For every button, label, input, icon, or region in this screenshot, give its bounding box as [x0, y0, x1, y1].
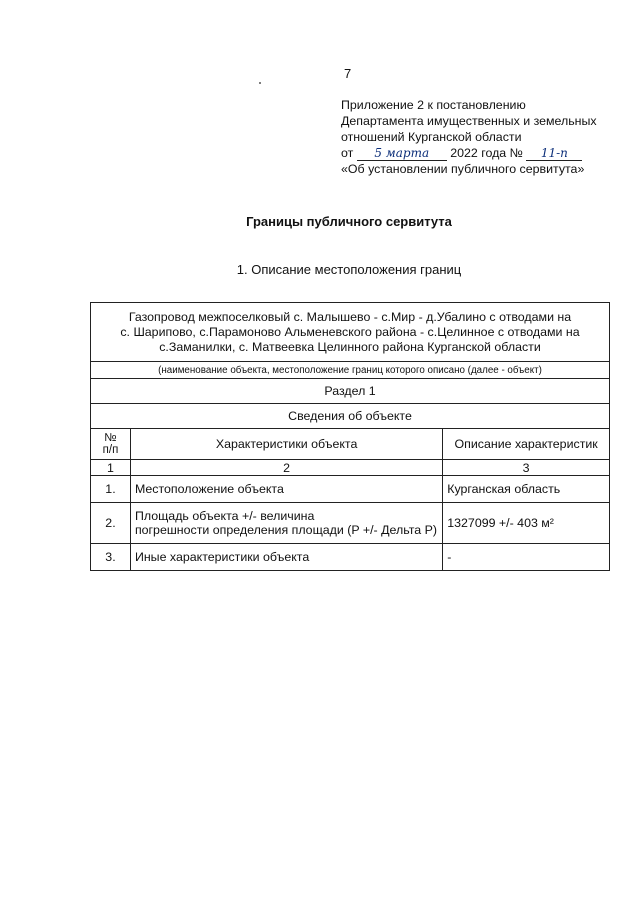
object-name-cell [91, 303, 610, 362]
section-title: Сведения об объекте [91, 404, 610, 429]
section-row [91, 379, 610, 404]
row-num: 3. [91, 544, 131, 571]
row-characteristic [130, 503, 442, 544]
index-row [91, 460, 610, 476]
handwritten-number: 11-п [526, 147, 582, 161]
header-num-line-2: п/п [102, 444, 119, 456]
index-cell: 3 [443, 460, 610, 476]
object-note: (наименование объекта, местоположение границ которого описано (далее - объект) [91, 362, 610, 379]
appendix-line-5: «Об установлении публичного сервитута» [341, 162, 585, 176]
object-table [90, 302, 610, 571]
index-cell: 1 [91, 460, 131, 476]
appendix-block [341, 97, 597, 177]
object-line-2: с. Шарипово, с.Парамоново Альменевского района - с.Целинное с отводами на [120, 324, 580, 339]
row-characteristic: Местоположение объекта [130, 476, 442, 503]
object-line-1: Газопровод межпоселковый с. Малышево - с.Мир - д.Убалино с отводами на [128, 309, 572, 324]
object-line-3: с.Заманилки, с. Матвеевка Целинного района Курганской области [159, 339, 541, 354]
appendix-line-1: Приложение 2 к постановлению [341, 98, 526, 112]
row-description: Курганская область [443, 476, 610, 503]
header-num-line-1: № [104, 432, 117, 444]
scan-dot [259, 82, 261, 84]
handwritten-date: 5 марта [357, 147, 447, 161]
row-characteristic-line-2: погрешности определения площади (P +/- Дельта P) [134, 523, 437, 537]
appendix-line-3: отношений Курганской области [341, 130, 522, 144]
table-header-row [91, 429, 610, 460]
index-cell: 2 [130, 460, 442, 476]
section-title-row [91, 404, 610, 429]
page-number: 7 [344, 66, 352, 81]
appendix-line-2: Департамента имущественных и земельных [341, 114, 597, 128]
document-subtitle: 1. Описание местоположения границ [236, 262, 462, 277]
appendix-date-line [341, 145, 597, 161]
document-title: Границы публичного сервитута [246, 214, 452, 229]
year-text: 2022 года № [450, 146, 523, 160]
row-description: - [443, 544, 610, 571]
table-row [91, 503, 610, 544]
section-label: Раздел 1 [91, 379, 610, 404]
row-characteristic-line-1: Площадь объекта +/- величина [134, 509, 315, 523]
row-num: 2. [91, 503, 131, 544]
object-note-row [91, 362, 610, 379]
row-characteristic: Иные характеристики объекта [130, 544, 442, 571]
header-characteristics: Характеристики объекта [130, 429, 442, 460]
header-num [91, 429, 131, 460]
table-row [91, 544, 610, 571]
date-prefix: от [341, 146, 354, 160]
row-num: 1. [91, 476, 131, 503]
object-name-row [91, 303, 610, 362]
row-description: 1327099 +/- 403 м² [443, 503, 610, 544]
header-description: Описание характеристик [443, 429, 610, 460]
table-row [91, 476, 610, 503]
